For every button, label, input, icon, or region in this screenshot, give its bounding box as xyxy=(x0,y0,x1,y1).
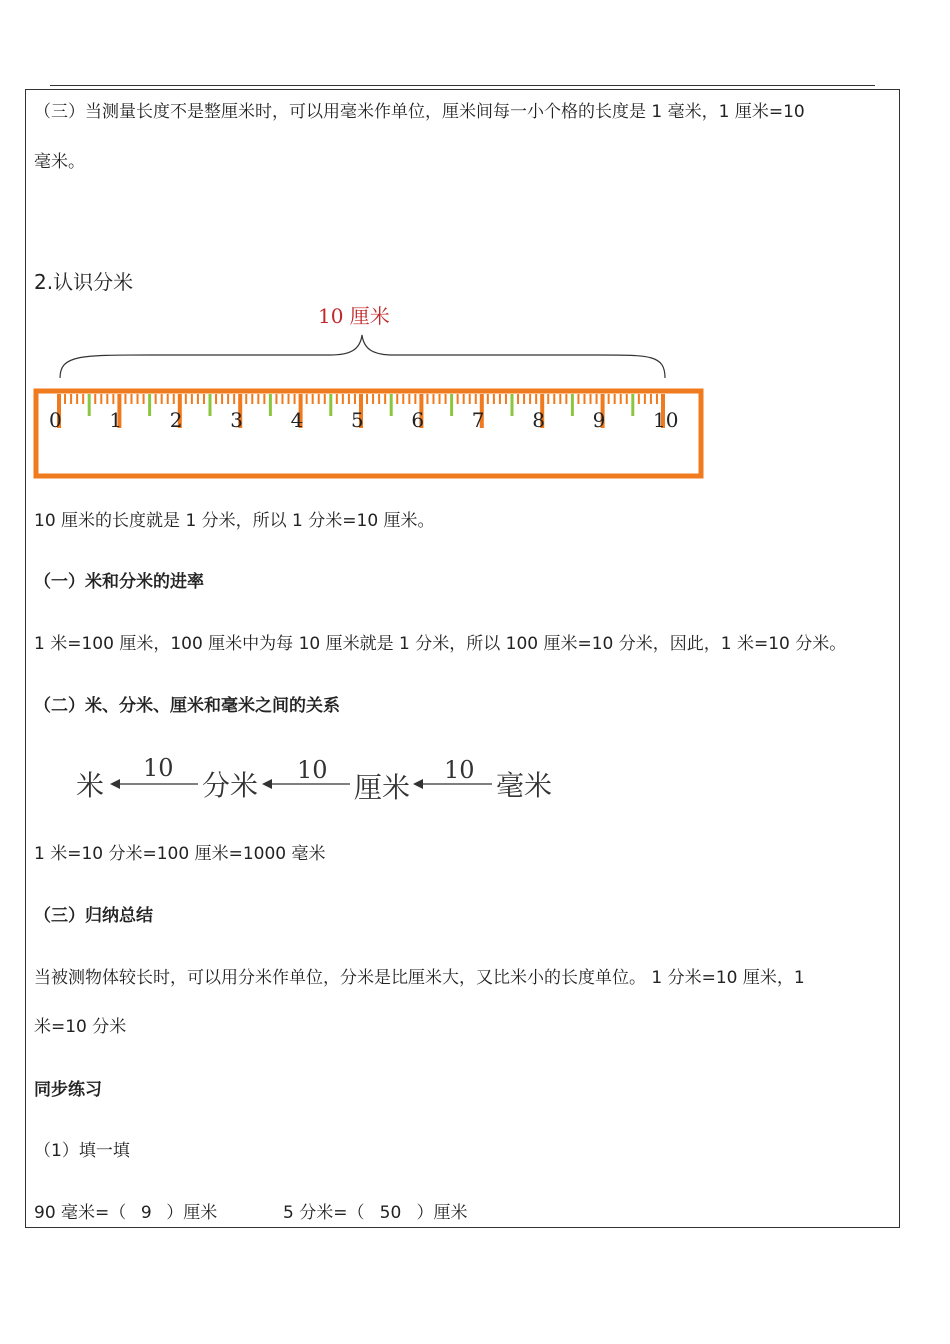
arrow-2-head xyxy=(262,779,272,789)
item2-answer: 50 xyxy=(379,1203,402,1223)
rate-1: 10 xyxy=(143,754,174,782)
sub1-title: （一）米和分米的进率 xyxy=(34,572,204,592)
ruler-number: 7 xyxy=(471,408,485,432)
ruler-number: 6 xyxy=(411,408,425,432)
item1-left: 90 毫米=（ xyxy=(34,1203,127,1223)
unit-meter: 米 xyxy=(76,769,105,802)
item1-right: ）厘米 xyxy=(166,1203,218,1223)
sub3-line1: 当被测物体较长时，可以用分米作单位，分米是比厘米大，又比米小的长度单位。 1 分米=10 厘米，1 xyxy=(34,968,805,988)
heading-2: 2.认识分米 xyxy=(34,270,134,294)
unit-decimeter: 分米 xyxy=(202,769,259,802)
sub2-title: （二）米、分米、厘米和毫米之间的关系 xyxy=(34,696,340,716)
ruler-caption: 10 厘米的长度就是 1 分米，所以 1 分米=10 厘米。 xyxy=(34,511,435,531)
arrow-1-head xyxy=(110,779,120,789)
ruler-number: 4 xyxy=(290,408,304,432)
unit-centimeter: 厘米 xyxy=(354,771,411,804)
ruler-number: 5 xyxy=(351,408,364,432)
arrow-3-head xyxy=(413,779,423,789)
item2-right: ）厘米 xyxy=(416,1203,468,1223)
item1-answer: 9 xyxy=(140,1203,152,1223)
section3-line2: 毫米。 xyxy=(34,152,85,172)
ruler-number: 9 xyxy=(592,408,606,432)
practice-item-2 xyxy=(283,1202,467,1224)
brace-label: 10 厘米 xyxy=(318,304,390,328)
rate-3: 10 xyxy=(444,756,475,784)
item2-left: 5 分米=（ xyxy=(283,1203,365,1223)
ruler-number: 1 xyxy=(109,408,123,432)
sub3-line2: 米=10 分米 xyxy=(34,1017,127,1037)
ruler-number: 10 xyxy=(653,408,679,432)
ruler-number: 0 xyxy=(49,408,62,432)
sub2-text: 1 米=10 分米=100 厘米=1000 毫米 xyxy=(34,844,326,864)
ruler-number: 8 xyxy=(532,408,545,432)
section3-line1: （三）当测量长度不是整厘米时，可以用毫米作单位，厘米间每一小个格的长度是 1 毫米，1 厘米=10 xyxy=(34,102,805,122)
ruler-number: 2 xyxy=(169,408,183,432)
sub3-title: （三）归纳总结 xyxy=(34,906,153,926)
practice-item-1 xyxy=(34,1202,217,1224)
unit-millimeter: 毫米 xyxy=(496,769,553,802)
ruler-number: 3 xyxy=(230,408,243,432)
rate-2: 10 xyxy=(297,756,328,784)
sub1-text: 1 米=100 厘米，100 厘米中为每 10 厘米就是 1 分米，所以 100 厘米=10 分米，因此，1 米=10 分米。 xyxy=(34,634,847,654)
practice-q1: （1）填一填 xyxy=(34,1141,130,1161)
practice-title: 同步练习 xyxy=(34,1080,102,1100)
